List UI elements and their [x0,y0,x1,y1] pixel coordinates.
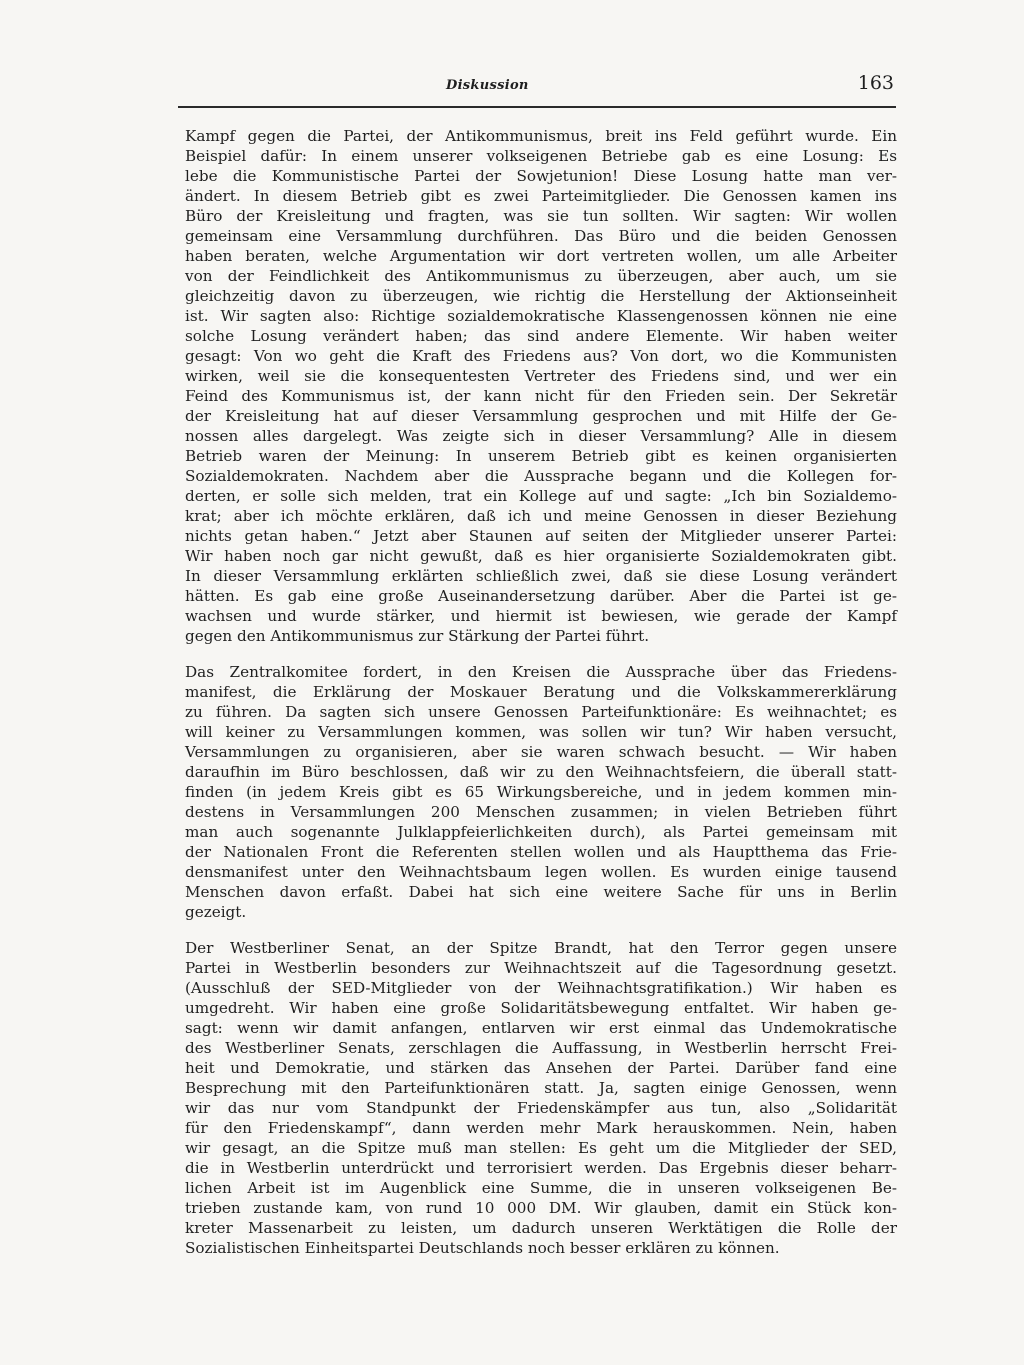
text-line: für den Friedenskampf“, dann werden mehr Mark herauskommen. Nein, haben [185,1119,897,1137]
running-head: Diskussion [446,78,529,93]
text-line: zu führen. Da sagten sich unsere Genossen Parteifunktionäre: Es weihnachtet; es [185,703,897,721]
text-line: Beispiel dafür: In einem unserer volkseigenen Betriebe gab es eine Losung: Es [185,147,897,165]
text-line: nichts getan haben.“ Jetzt aber Staunen auf seiten der Mitglieder unserer Partei: [185,527,897,545]
text-line: gemeinsam eine Versammlung durchführen. Das Büro und die beiden Genossen [185,227,897,245]
text-line: Büro der Kreisleitung und fragten, was sie tun sollten. Wir sagten: Wir wollen [185,207,897,225]
text-line: Feind des Kommunismus ist, der kann nicht für den Frieden sein. Der Sekretär [185,387,897,405]
text-line: Das Zentralkomitee fordert, in den Kreisen die Aussprache über das Friedens- [185,663,897,681]
text-line: will keiner zu Versammlungen kommen, was sollen wir tun? Wir haben versucht, [185,723,897,741]
text-line: heit und Demokratie, und stärken das Ansehen der Partei. Darüber fand eine [185,1059,897,1077]
text-line: wirken, weil sie die konsequentesten Vertreter des Friedens sind, und wer ein [185,367,897,385]
text-line: manifest, die Erklärung der Moskauer Beratung und die Volkskammererklärung [185,683,897,701]
text-line: die in Westberlin unterdrückt und terrorisiert werden. Das Ergebnis dieser beharr- [185,1159,897,1177]
text-line: ändert. In diesem Betrieb gibt es zwei Parteimitglieder. Die Genossen kamen ins [185,187,897,205]
page-number: 163 [857,72,894,94]
text-line: solche Losung verändert haben; das sind andere Elemente. Wir haben weiter [185,327,897,345]
text-line: derten, er solle sich melden, trat ein Kollege auf und sagte: „Ich bin Sozialdemo- [185,487,897,505]
text-line: der Nationalen Front die Referenten stellen wollen und als Hauptthema das Frie- [185,843,897,861]
text-line: kreter Massenarbeit zu leisten, um dadurch unseren Werktätigen die Rolle der [185,1219,897,1237]
text-line: Betrieb waren der Meinung: In unserem Betrieb gibt es keinen organisierten [185,447,897,465]
text-line: Der Westberliner Senat, an der Spitze Brandt, hat den Terror gegen unsere [185,939,897,957]
text-line: krat; aber ich möchte erklären, daß ich und meine Genossen in dieser Beziehung [185,507,897,525]
text-line: wachsen und wurde stärker, und hiermit ist bewiesen, wie gerade der Kampf [185,607,897,625]
paragraph [185,662,897,922]
text-line: umgedreht. Wir haben eine große Solidaritätsbewegung entfaltet. Wir haben ge- [185,999,897,1017]
text-line: ist. Wir sagten also: Richtige sozialdemokratische Klassengenossen können nie eine [185,307,897,325]
text-line: Kampf gegen die Partei, der Antikommunismus, breit ins Feld geführt wurde. Ein [185,127,897,145]
paragraph [185,938,897,1258]
text-line: trieben zustande kam, von rund 10 000 DM. Wir glauben, damit ein Stück kon- [185,1199,897,1217]
text-line: wir gesagt, an die Spitze muß man stellen: Es geht um die Mitglieder der SED, [185,1139,897,1157]
paragraph [185,126,897,646]
text-line: wir das nur vom Standpunkt der Friedenskämpfer aus tun, also „Solidarität [185,1099,897,1117]
text-line: densmanifest unter den Weihnachtsbaum legen wollen. Es wurden einige tausend [185,863,897,881]
text-line: Besprechung mit den Parteifunktionären statt. Ja, sagten einige Genossen, wenn [185,1079,897,1097]
page-header [178,72,896,108]
text-line: daraufhin im Büro beschlossen, daß wir zu den Weihnachtsfeiern, die überall statt- [185,763,897,781]
text-line: destens in Versammlungen 200 Menschen zusammen; in vielen Betrieben führt [185,803,897,821]
body-text [185,126,897,1258]
text-line: Partei in Westberlin besonders zur Weihnachtszeit auf die Tagesordnung gesetzt. [185,959,897,977]
text-line: finden (in jedem Kreis gibt es 65 Wirkungsbereiche, und in jedem kommen min- [185,783,897,801]
text-line: Sozialistischen Einheitspartei Deutschlands noch besser erklären zu können. [185,1239,780,1257]
text-line: Sozialdemokraten. Nachdem aber die Aussprache begann und die Kollegen for- [185,467,897,485]
text-line: man auch sogenannte Julklappfeierlichkeiten durch), als Partei gemeinsam mit [185,823,897,841]
text-line: gezeigt. [185,903,247,921]
text-line: In dieser Versammlung erklärten schließlich zwei, daß sie diese Losung verändert [185,567,897,585]
text-line: der Kreisleitung hat auf dieser Versammlung gesprochen und mit Hilfe der Ge- [185,407,897,425]
text-line: nossen alles dargelegt. Was zeigte sich in dieser Versammlung? Alle in diesem [185,427,897,445]
text-line: Menschen davon erfaßt. Dabei hat sich eine weitere Sache für uns in Berlin [185,883,897,901]
text-line: lichen Arbeit ist im Augenblick eine Summe, die in unseren volkseigenen Be- [185,1179,897,1197]
text-line: gegen den Antikommunismus zur Stärkung der Partei führt. [185,627,650,645]
text-line: gesagt: Von wo geht die Kraft des Friedens aus? Von dort, wo die Kommunisten [185,347,897,365]
text-line: Versammlungen zu organisieren, aber sie waren schwach besucht. — Wir haben [185,743,897,761]
text-line: des Westberliner Senats, zerschlagen die Auffassung, in Westberlin herrscht Frei- [185,1039,897,1057]
text-line: (Ausschluß der SED-Mitglieder von der Weihnachtsgratifikation.) Wir haben es [185,979,897,997]
text-line: sagt: wenn wir damit anfangen, entlarven wir erst einmal das Undemokratische [185,1019,897,1037]
text-line: gleichzeitig davon zu überzeugen, wie richtig die Herstellung der Aktionseinheit [185,287,897,305]
text-line: Wir haben noch gar nicht gewußt, daß es hier organisierte Sozialdemokraten gibt. [185,547,897,565]
text-line: von der Feindlichkeit des Antikommunismus zu überzeugen, aber auch, um sie [185,267,897,285]
text-line: lebe die Kommunistische Partei der Sowjetunion! Diese Losung hatte man ver- [185,167,897,185]
text-line: hätten. Es gab eine große Auseinandersetzung darüber. Aber die Partei ist ge- [185,587,897,605]
text-line: haben beraten, welche Argumentation wir dort vertreten wollen, um alle Arbeiter [185,247,897,265]
